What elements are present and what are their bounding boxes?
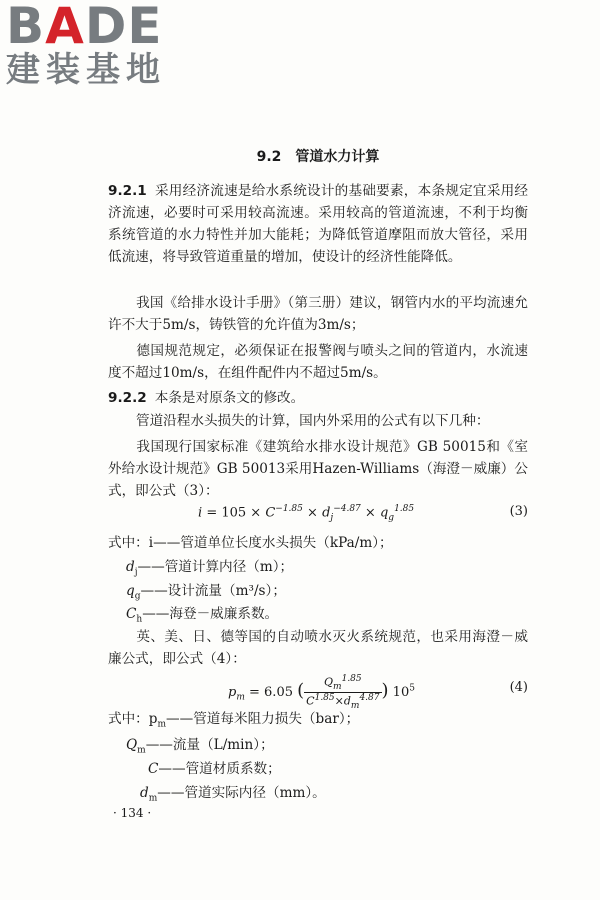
section-title <box>108 146 528 166</box>
formula-4-expression: $p_m = 6.05$ ( $\frac{Q_m^{1.85}}{C^{1.85}\times d_m^{4.87}}$ ) $10^5$ <box>228 674 415 711</box>
clause-number: 9.2.1 <box>108 183 147 199</box>
legend-3-row: 式中：i——管道单位长度水头损失（kPa/m）； <box>108 535 393 551</box>
formula-3-number: (3) <box>509 504 528 519</box>
clause-text: 本条是对原条文的修改。 <box>154 390 305 406</box>
formula-4-fraction: $\frac{Q_m^{1.85}}{C^{1.85}\times d_m^{4.87}}$ <box>306 674 380 711</box>
logo-letter-d: D <box>84 0 128 55</box>
formula-3-expression: $i = 105 \times C^{-1.85} \times d_j^{-4.87} \times q_g^{1.85}$ <box>198 504 415 523</box>
clause-number: 9.2.2 <box>108 390 147 406</box>
formula-4-number: (4) <box>509 680 528 695</box>
legend-3-row: $C_h——$海登－威廉系数。 <box>126 606 279 625</box>
paragraph-formulas-intro: 管道沿程水头损失的计算，国内外采用的公式有以下几种： <box>136 413 490 429</box>
legend-4-row: $d_m——$管道实际内径（mm）。 <box>140 785 326 804</box>
logo-letter-b: B <box>6 0 46 55</box>
legend-3-row: $q_g——$设计流量（m³/s）； <box>126 583 286 602</box>
formula-4 <box>108 672 528 711</box>
logo-letters <box>6 0 166 55</box>
logo-chinese-text: 建装基地 <box>6 50 166 90</box>
paragraph-standards: 我国现行国家标准《建筑给水排水设计规范》GB 50015和《室外给水设计规范》GB 50013采用Hazen-Williams（海澄－威廉）公式，即公式（3）： <box>108 439 528 499</box>
page-number: · 134 · <box>113 806 152 820</box>
legend-4-row: 式中：$p_m——$管道每米阻力损失（bar）； <box>108 711 360 730</box>
clause-text: 采用经济流速是给水系统设计的基础要素，本条规定宜采用经济流速，必要时可采用较高流速。采用较高的管道流速，不利于均衡系统管道的水力特性并加大能耗；为降低管道摩阻而放大管径，采用低流速，将导致管道重量的增加，使设计的经济性能降低。 <box>108 183 528 265</box>
clause-9-2-1 <box>108 180 528 268</box>
logo-letter-e: E <box>127 0 163 55</box>
section-number: 9.2 <box>256 149 282 165</box>
formula-3 <box>108 502 528 532</box>
legend-3-row: $d_j——$管道计算内径（m）； <box>126 559 294 578</box>
clause-9-2-2 <box>108 387 528 409</box>
paragraph-germany: 德国规范规定，必须保证在报警阀与喷头之间的管道内，水流速度不超过10m/s，在组件配件内不超过5m/s。 <box>108 343 528 381</box>
legend-4-row: $Q_m——$流量（L/min）； <box>126 737 274 756</box>
legend-4-row: C——管道材质系数； <box>148 761 281 777</box>
paragraph-handbook: 我国《给排水设计手册》（第三册）建议，钢管内水的平均流速允许不大于5m/s，铸铁管的允许值为3m/s； <box>108 295 528 333</box>
paragraph-foreign: 英、美、日、德等国的自动喷水灭火系统规范，也采用海澄－威廉公式，即公式（4）： <box>108 629 528 667</box>
section-title-text: 管道水力计算 <box>295 149 380 165</box>
bade-logo <box>6 0 166 90</box>
logo-letter-a: A <box>45 0 85 55</box>
